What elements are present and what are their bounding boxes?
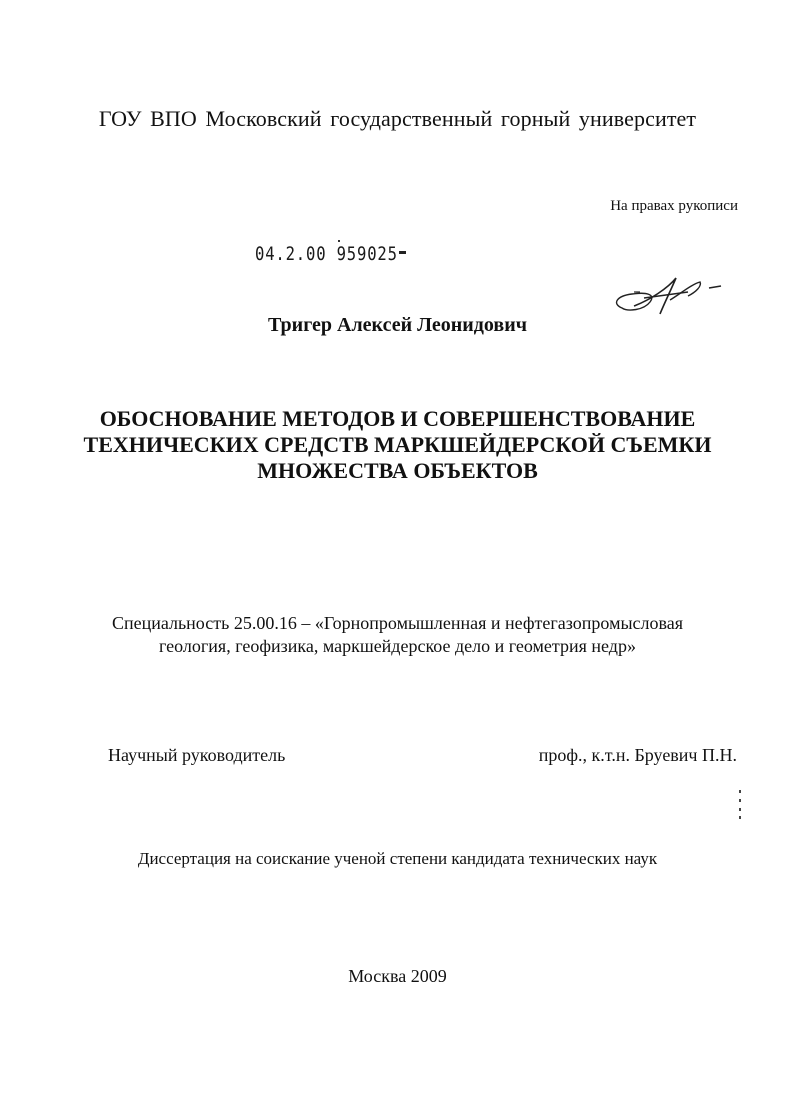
registration-stamp: 04.2.00 959025 [255, 243, 398, 265]
degree-statement: Диссертация на соискание ученой степени кандидата технических наук [137, 849, 658, 868]
title-line: ТЕХНИЧЕСКИХ СРЕДСТВ МАРКШЕЙДЕРСКОЙ СЪЕМКИ [83, 432, 712, 457]
supervisor-name: проф., к.т.н. Бруевич П.Н. [538, 745, 737, 765]
stamp-mark [338, 240, 340, 242]
rights-notice: На правах рукописи [610, 198, 738, 214]
specialty [0, 612, 795, 658]
stamp-mark [399, 251, 406, 254]
specialty-line: геология, геофизика, маркшейдерское дело и геометрия недр» [159, 636, 636, 656]
author-name: Тригер Алексей Леонидович [267, 314, 528, 336]
city-year: Москва 2009 [348, 966, 447, 986]
specialty-line: Специальность 25.00.16 – «Горнопромышленная и нефтегазопромысловая [111, 613, 684, 633]
university-name: ГОУ ВПО Московский государственный горный университет [98, 106, 697, 131]
scan-marks [737, 790, 743, 820]
title-line: ОБОСНОВАНИЕ МЕТОДОВ И СОВЕРШЕНСТВОВАНИЕ [99, 406, 696, 431]
title-line: МНОЖЕСТВА ОБЪЕКТОВ [257, 458, 538, 483]
dissertation-title [0, 406, 795, 484]
supervisor-label: Научный руководитель [108, 745, 286, 765]
